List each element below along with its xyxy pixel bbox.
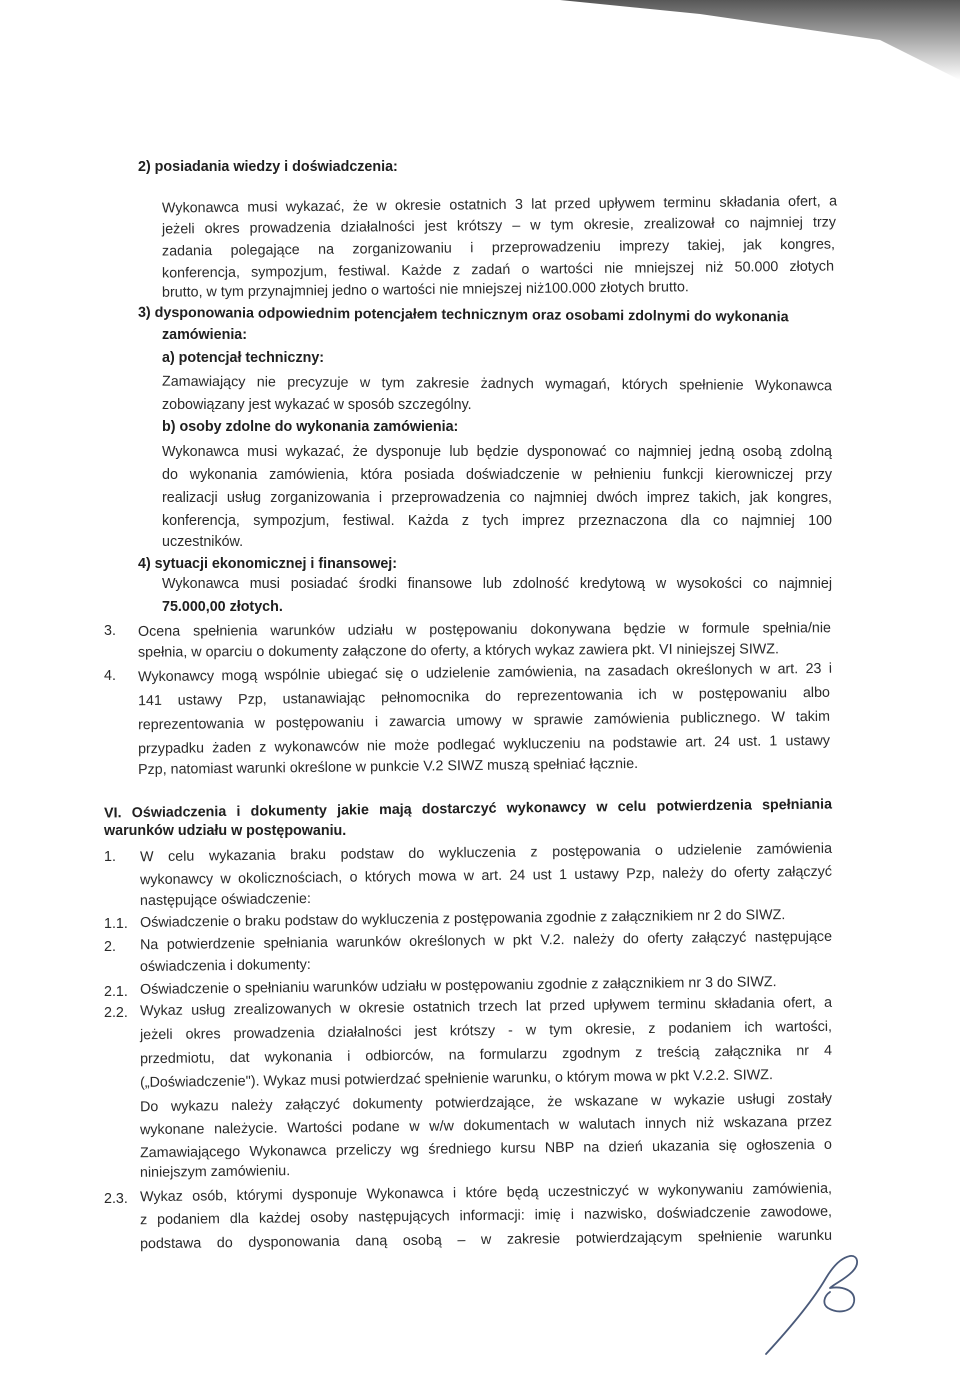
item-line: oświadczenia i dokumenty:: [139, 956, 311, 976]
item-line: z podaniem dla każdej osoby następujących informacji: imię i nazwisko, doświadczenie zawodowe,: [139, 1203, 833, 1229]
item-line: podstawa do dysponowania daną osobą – w zakresie potwierdzającym spełnienie warunku: [139, 1227, 833, 1253]
section-3-heading: 3) dysponowania odpowiednim potencjałem technicznym oraz osobami zdolnymi do wykonania: [137, 304, 789, 326]
item-4-line: Wykonawcy mogą wspólnie ubiegać się o udzielenie zamówienia, na zasadach określonych w art. 23 i: [137, 660, 833, 686]
item-number: 2.3.: [104, 1191, 128, 1207]
section-2-heading: 2) posiadania wiedzy i doświadczenia:: [138, 159, 398, 175]
section-3b-heading: b) osoby zdolne do wykonania zamówienia:: [162, 419, 459, 435]
section-4-heading: 4) sytuacji ekonomicznej i finansowej:: [138, 556, 397, 572]
section-3a-heading: a) potencjał techniczny:: [162, 350, 325, 366]
section-2-line: brutto, w tym przynajmniej jedno o wartości nie mniejszej niż100.000 złotych brutto.: [161, 279, 689, 301]
item-line: wykonawcy w okolicznościach, o których mowa w art. 24 ust 1 ustawy Pzp, należy do oferty załączyć: [139, 863, 833, 889]
item-line: Do wykazu należy załączyć dokumenty potwierdzające, że wskazane w wykazie usługi zostały: [139, 1090, 833, 1116]
item-line: wykonane należycie. Wartości podane w w/w dokumentach w walutach innych niż wskazana przez: [139, 1113, 833, 1139]
section-3a-line: Zamawiający nie precyzuje w tym zakresie żadnych wymagań, których spełnienie Wykonawca: [161, 373, 833, 395]
item-number: 2.2.: [104, 1005, 128, 1021]
section-3b-line: uczestników.: [162, 534, 244, 550]
section-6-heading-cont: warunków udziału w postępowaniu.: [104, 823, 347, 839]
item-line: jeżeli okres prowadzenia działalności jest krótszy - w tym okresie, z podaniem ich wartości,: [139, 1018, 833, 1044]
item-4-line: Pzp, natomiast warunki określone w punkcie V.2 SIWZ muszą spełniać łącznie.: [137, 755, 639, 779]
item-line: Na potwierdzenie spełniania warunków określonych w pkt V.2. należy do oferty załączyć następujące: [139, 928, 833, 954]
section-4-amount: 75.000,00 złotych.: [162, 599, 283, 615]
item-4-line: przypadku żaden z wykonawców nie może podlegać wykluczeniu na podstawie art. 24 ust. 1 ustawy: [137, 732, 831, 758]
item-line: następujące oświadczenie:: [139, 890, 311, 910]
item-3-line: spełnia, w oparciu o dokumenty załączone do oferty, a których wykaz zawiera pkt. VI niniejszej SIWZ.: [137, 641, 780, 661]
item-line: („Doświadczenie"). Wykaz musi potwierdzać spełnienie warunku, o którym mowa w pkt V.2.2. SIWZ.: [139, 1067, 773, 1091]
section-2-line: konferencja, sympozjum, festiwal. Każde z zadań o wartości nie mniejszej niż 50.000 złotych: [161, 258, 835, 282]
section-3b-line: do wykonania zamówienia, która posiada doświadczenie w pełnieniu funkcji kierowniczej przy: [162, 467, 832, 483]
item-4-line: 141 ustawy Pzp, ustanawiając pełnomocnika do reprezentowania ich w postępowaniu albo: [137, 684, 831, 710]
item-line: Oświadczenie o braku podstaw do wykluczenia z postępowania zgodnie z załącznikiem nr 2 do SIWZ.: [139, 907, 786, 931]
item-3-number: 3.: [104, 623, 116, 639]
section-4-line: Wykonawca musi posiadać środki finansowe lub zdolność kredytową w wysokości co najmniej: [162, 576, 832, 592]
item-line: Oświadczenie o spełnianiu warunków udziału w postępowaniu zgodnie z załącznikiem nr 3 do SIWZ.: [139, 974, 777, 998]
handwritten-signature-icon: [760, 1250, 870, 1360]
section-3-heading-cont: zamówienia:: [162, 327, 248, 343]
item-number: 1.: [104, 849, 116, 865]
item-line: przedmiotu, dat wykonania i odbiorców, na formularzu zgodnym z treścią załącznika nr 4: [139, 1042, 833, 1068]
section-2-line: zadania polegające na zorganizowaniu i przeprowadzeniu imprezy takiej, jak kongres,: [161, 236, 836, 260]
item-line: W celu wykazania braku podstaw do wykluczenia z postępowania o udzielenie zamówienia: [139, 840, 833, 866]
item-number: 2.: [104, 939, 116, 955]
item-line: Wykaz usług zrealizowanych w okresie ostatnich trzech lat przed upływem terminu składania ofert, a: [139, 994, 833, 1020]
item-number: 1.1.: [104, 916, 128, 932]
section-3b-line: Wykonawca musi wykazać, że dysponuje lub będzie dysponować co najmniej jedną osobą zdolną: [162, 444, 832, 460]
section-2-line: jeżeli okres prowadzenia działalności jest krótszy – w tym okresie, zrealizował co najmniej trzy: [161, 214, 837, 238]
section-6-heading: VI. Oświadczenia i dokumenty jakie mają dostarczyć wykonawcy w celu potwierdzenia spełniania: [103, 796, 833, 822]
item-line: niniejszym zamówieniu.: [139, 1163, 291, 1181]
item-4-line: reprezentowania w postępowaniu i zawarcia umowy w sprawie zamówienia publicznego. W takim: [137, 708, 831, 734]
section-3b-line: realizacji usług zorganizowania i przeprowadzenia co najmniej dwóch imprez takich, jak kongres,: [162, 490, 832, 506]
item-line: Wykaz osób, którymi dysponuje Wykonawca i które będą uczestniczyć w wykonywaniu zamówienia,: [139, 1180, 833, 1206]
item-3-line: Ocena spełnienia warunków udziału w postępowaniu dokonywana będzie w formule spełnia/nie: [137, 620, 832, 640]
item-number: 2.1.: [104, 984, 128, 1000]
item-4-number: 4.: [104, 668, 116, 684]
section-3a-line: zobowiązany jest wykazać w sposób szczególny.: [162, 397, 472, 413]
section-2-line: Wykonawca musi wykazać, że w okresie ostatnich 3 lat przed upływem terminu składania ofert, a: [161, 193, 838, 217]
item-line: Zamawiającego Wykonawca przeliczy wg średniego kursu NBP na dzień ukazania się ogłoszenia o: [139, 1136, 833, 1162]
section-3b-line: konferencja, sympozjum, festiwal. Każda z tych imprez przeznaczona dla co najmniej 100: [162, 513, 832, 529]
